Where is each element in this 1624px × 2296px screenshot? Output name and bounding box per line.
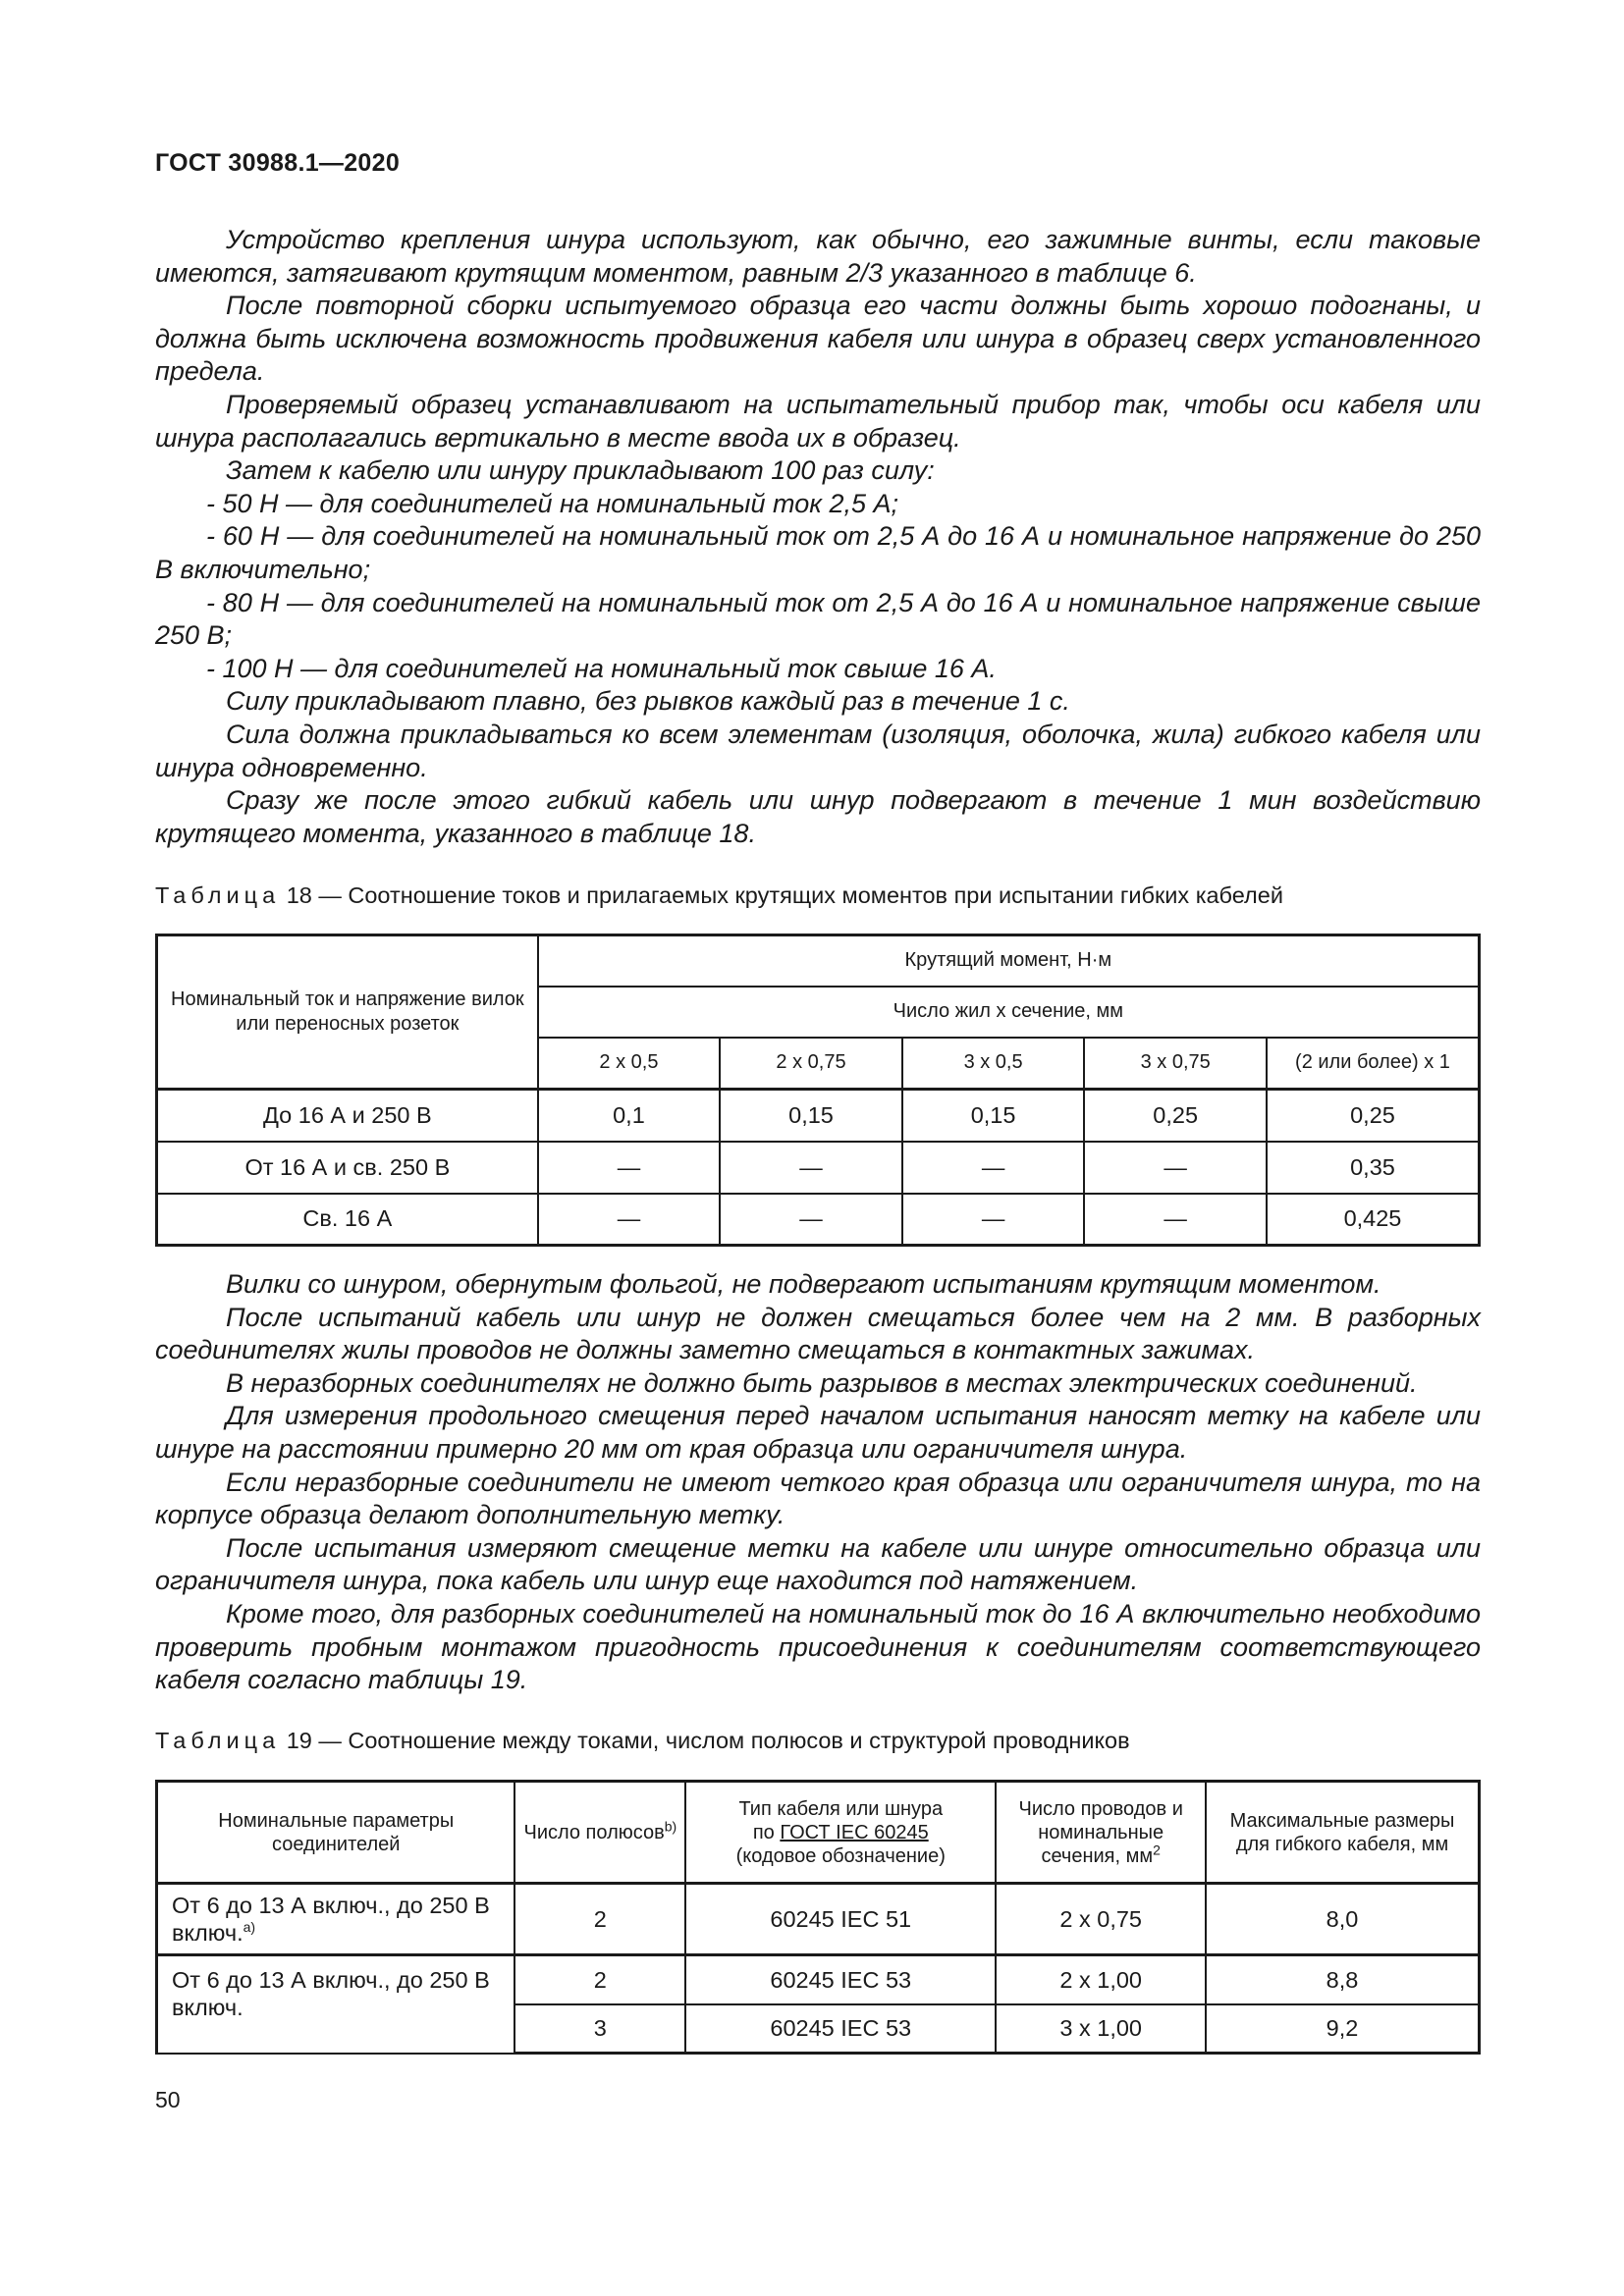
paragraph: После испытаний кабель или шнур не должен смещаться более чем на 2 мм. В разборных соединителях жилы проводов не должны заметно смещаться в контактных зажимах.	[155, 1302, 1481, 1365]
paragraph: Сила должна прикладываться ко всем элементам (изоляция, оболочка, жила) гибкого кабеля или шнура одновременно.	[155, 719, 1481, 782]
table19-header-params: Номинальные параметры соединителей	[157, 1782, 515, 1884]
table19-header-type-line3: (кодовое обозначение)	[735, 1844, 946, 1867]
table19-cell: 8,8	[1206, 1955, 1479, 2004]
table19-cell-label: От 6 до 13 А включ., до 250 В включ.	[157, 1955, 515, 2054]
paragraph: Если неразборные соединители не имеют четкого края образца или ограничителя шнура, то на корпусе образца делают дополнительную метку.	[155, 1467, 1481, 1530]
table19-row1-label: От 6 до 13 А включ., до 250 В включ.	[172, 1893, 490, 1946]
table18-cell: 0,35	[1267, 1142, 1480, 1194]
table-row	[157, 1884, 1480, 1955]
standard-link[interactable]: ГОСТ IEC 60245	[780, 1821, 929, 1843]
table18-cell: —	[1084, 1142, 1267, 1194]
paragraph: Устройство крепления шнура используют, как обычно, его зажимные винты, если таковые имеются, затягивают крутящим моментом, равным 2/3 указанного в таблице 6.	[155, 225, 1481, 288]
table18-cell: —	[538, 1142, 721, 1194]
paragraph: После повторной сборки испытуемого образца его части должны быть хорошо подогнаны, и должна быть исключена возможность продвижения кабеля или шнура в образец сверх установленного предела.	[155, 291, 1481, 387]
table19-caption-text: 19 — Соотношение между токами, числом полюсов и структурой проводников	[286, 1728, 1130, 1753]
table-18	[155, 934, 1481, 1247]
table18-sub-header: Число жил х сечение, мм	[538, 987, 1480, 1038]
table18-cell: 0,1	[538, 1090, 721, 1142]
table18-group-header: Крутящий момент, Н·м	[538, 935, 1480, 987]
paragraph: Для измерения продольного смещения перед началом испытания наносят метку на кабеле или шнуре на расстоянии примерно 20 мм от края образца или ограничителя шнура.	[155, 1401, 1481, 1464]
paragraph: Кроме того, для разборных соединителей на номинальный ток до 16 А включительно необходимо проверить пробным монтажом пригодность присоединения к соединителям соответствующего кабеля согласно таблицы 19.	[155, 1598, 1481, 1695]
table19-cell: 8,0	[1206, 1884, 1479, 1955]
page-number: 50	[155, 2087, 181, 2112]
table19-header-type-pre: по	[752, 1821, 781, 1843]
table19-header-poles	[514, 1782, 685, 1884]
table19-header-section	[996, 1782, 1206, 1884]
table19-caption	[155, 1726, 1130, 1755]
table18-col-header: (2 или более) х 1	[1267, 1038, 1480, 1090]
table19-cell: 2	[514, 1884, 685, 1955]
table19-header-section-text: Число проводов и номинальные сечения, мм	[1018, 1797, 1183, 1867]
paragraph: В неразборных соединителях не должно быть разрывов в местах электрических соединений.	[226, 1367, 1418, 1398]
table19-header-type-line1: Тип кабеля или шнура	[738, 1797, 944, 1820]
table-19	[155, 1780, 1481, 2055]
table18-cell-label: От 16 А и св. 250 В	[157, 1142, 538, 1194]
table18-cell: 0,425	[1267, 1194, 1480, 1246]
table18-cell: 0,15	[720, 1090, 902, 1142]
table19-cell: 2 х 0,75	[996, 1884, 1206, 1955]
table19-caption-word: Таблица	[155, 1728, 281, 1753]
list-item: - 100 Н — для соединителей на номинальный ток свыше 16 А.	[206, 653, 997, 683]
table18-caption	[155, 881, 1283, 910]
footnote-marker: a)	[243, 1919, 256, 1936]
table18-cell-label: До 16 А и 250 В	[157, 1090, 538, 1142]
paragraph: Вилки со шнуром, обернутым фольгой, не подвергают испытаниям крутящим моментом.	[226, 1269, 1381, 1299]
table18-cell: —	[538, 1194, 721, 1246]
table19-cell: 60245 IEC 53	[685, 2004, 996, 2054]
table-row	[157, 1142, 1480, 1194]
list-item: - 50 Н — для соединителей на номинальный ток 2,5 А;	[206, 488, 899, 518]
list-item: - 60 Н — для соединителей на номинальный ток от 2,5 А до 16 А и номинальное напряжение до 250 В включительно;	[155, 521, 1481, 584]
body-text-top	[155, 224, 1481, 850]
table18-cell: —	[1084, 1194, 1267, 1246]
table18-cell: 0,15	[902, 1090, 1085, 1142]
table18-col-header: 2 х 0,5	[538, 1038, 721, 1090]
table18-col-header: 3 х 0,75	[1084, 1038, 1267, 1090]
superscript: 2	[1153, 1841, 1161, 1857]
table19-header-type-line2	[692, 1821, 989, 1844]
table18-cell: —	[720, 1142, 902, 1194]
table18-cell: —	[720, 1194, 902, 1246]
table19-cell: 9,2	[1206, 2004, 1479, 2054]
table18-caption-text: 18 — Соотношение токов и прилагаемых крутящих моментов при испытании гибких кабелей	[286, 882, 1283, 908]
table18-cell: —	[902, 1194, 1085, 1246]
table18-cell-label: Св. 16 А	[157, 1194, 538, 1246]
table18-row-header: Номинальный ток и напряжение вилок или переносных розеток	[157, 935, 538, 1090]
paragraph: Проверяемый образец устанавливают на испытательный прибор так, чтобы оси кабеля или шнура располагались вертикально в месте ввода их в образец.	[155, 389, 1481, 453]
table18-col-header: 2 х 0,75	[720, 1038, 902, 1090]
table18-cell: 0,25	[1084, 1090, 1267, 1142]
table19-cell: 60245 IEC 51	[685, 1884, 996, 1955]
table19-cell: 60245 IEC 53	[685, 1955, 996, 2004]
table19-cell: 2	[514, 1955, 685, 2004]
table19-cell: 2 х 1,00	[996, 1955, 1206, 2004]
table19-cell-label	[157, 1884, 515, 1955]
table18-cell: —	[902, 1142, 1085, 1194]
table19-cell: 3 х 1,00	[996, 2004, 1206, 2054]
table18-caption-word: Таблица	[155, 882, 281, 908]
table-row	[157, 1955, 1480, 2004]
footnote-marker: b)	[664, 1817, 677, 1834]
table-row	[157, 1194, 1480, 1246]
table18-col-header: 3 х 0,5	[902, 1038, 1085, 1090]
document-header: ГОСТ 30988.1—2020	[155, 149, 401, 177]
table19-header-poles-text: Число полюсов	[523, 1821, 665, 1843]
paragraph: Силу прикладывают плавно, без рывков каждый раз в течение 1 с.	[226, 686, 1070, 717]
table18-cell: 0,25	[1267, 1090, 1480, 1142]
paragraph: Затем к кабелю или шнуру прикладывают 100 раз силу:	[226, 455, 935, 486]
paragraph: Сразу же после этого гибкий кабель или шнур подвергают в течение 1 мин воздействию крутящего момента, указанного в таблице 18.	[155, 785, 1481, 848]
table-row	[157, 1090, 1480, 1142]
table19-header-type	[685, 1782, 996, 1884]
table19-header-size: Максимальные размеры для гибкого кабеля, мм	[1206, 1782, 1479, 1884]
body-text-middle	[155, 1268, 1481, 1697]
table19-cell: 3	[514, 2004, 685, 2054]
list-item: - 80 Н — для соединителей на номинальный ток от 2,5 А до 16 А и номинальное напряжение свыше 250 В;	[155, 587, 1481, 651]
paragraph: После испытания измеряют смещение метки на кабеле или шнуре относительно образца или ограничителя шнура, пока кабель или шнур еще находится под натяжением.	[155, 1532, 1481, 1596]
